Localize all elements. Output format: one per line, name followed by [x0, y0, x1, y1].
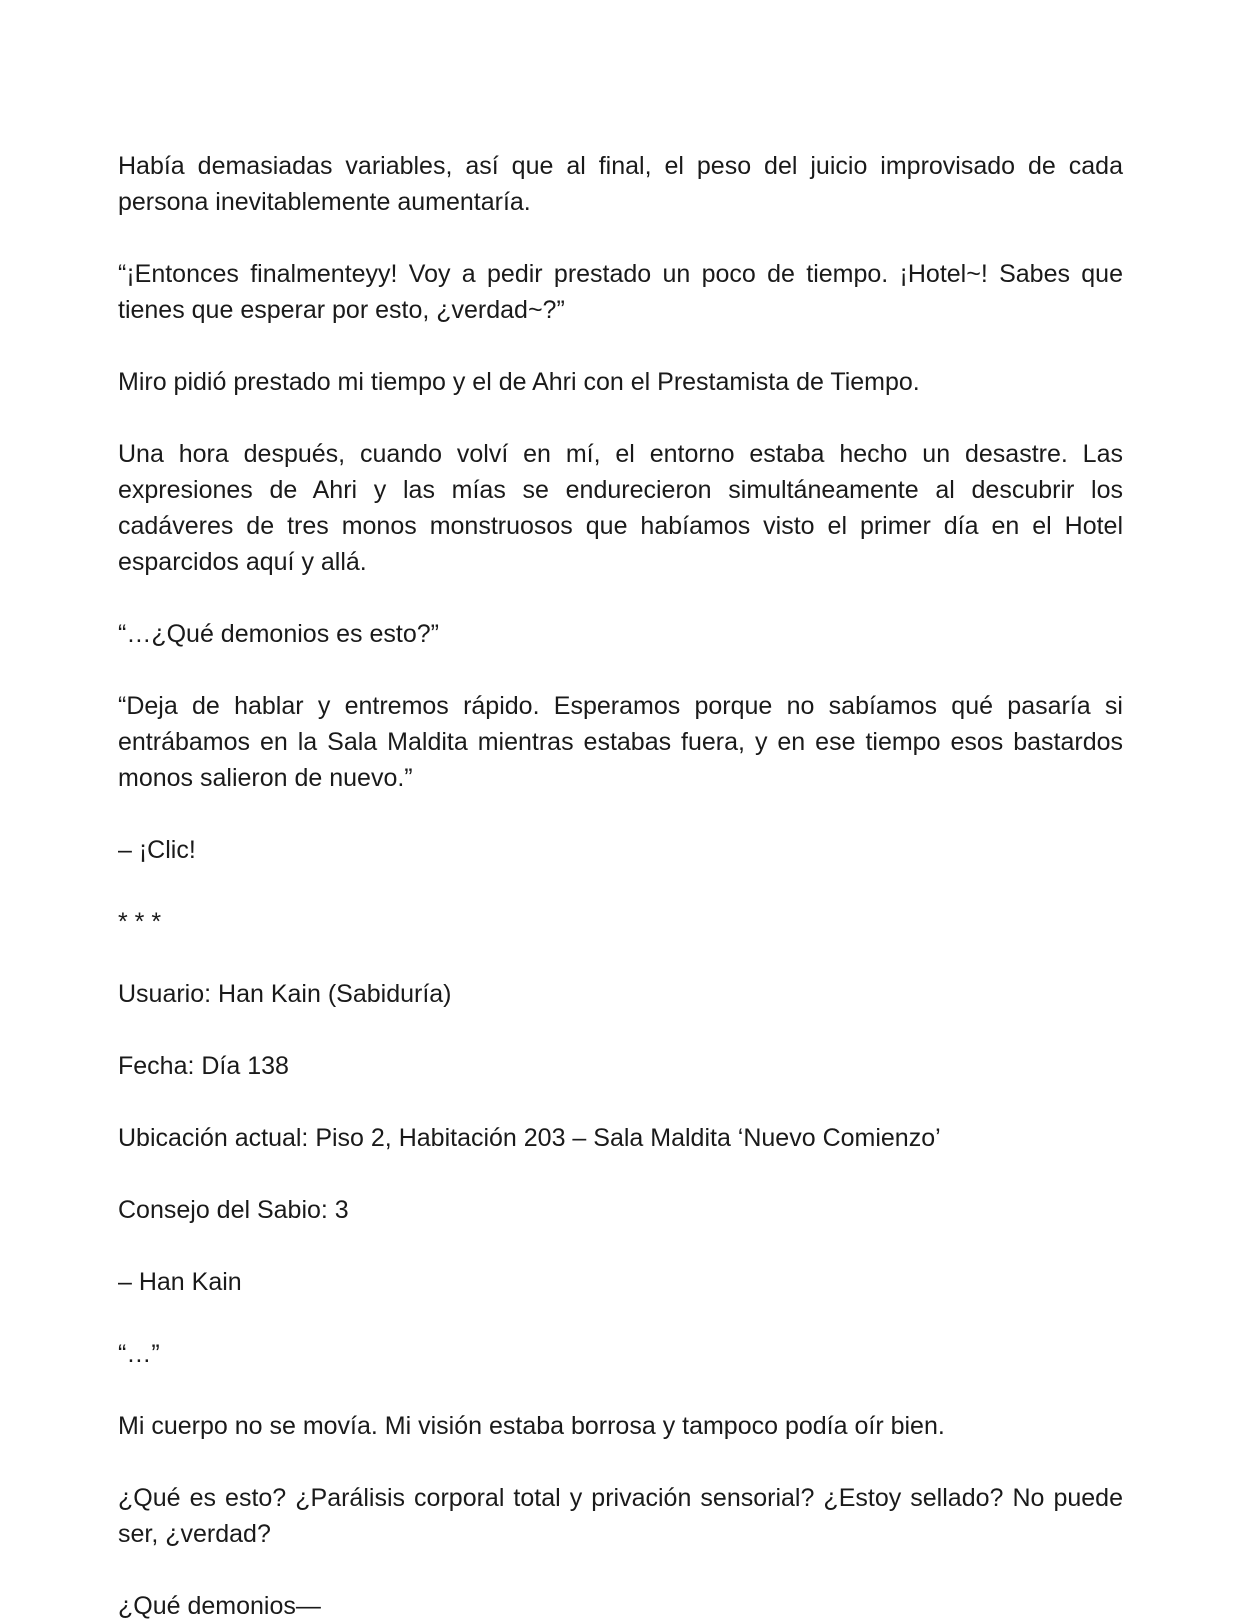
status-location: Ubicación actual: Piso 2, Habitación 203 – Sala Maldita ‘Nuevo Comienzo’	[118, 1124, 941, 1152]
paragraph-intro: Había demasiadas variables, así que al final, el peso del juicio improvisado de cada persona inevitablemente aumentaría.	[118, 152, 1123, 216]
paragraph-cutoff: ¿Qué demonios—	[118, 1592, 321, 1620]
status-signature: – Han Kain	[118, 1268, 242, 1296]
paragraph-dialogue-hotel: “¡Entonces finalmenteyy! Voy a pedir prestado un poco de tiempo. ¡Hotel~! Sabes que tienes que esperar por esto, ¿verdad~?”	[118, 260, 1123, 324]
paragraph-click: – ¡Clic!	[118, 836, 196, 864]
status-sage-advice: Consejo del Sabio: 3	[118, 1196, 349, 1224]
paragraph-dialogue-hurry: “Deja de hablar y entremos rápido. Esperamos porque no sabíamos qué pasaría si entrábamos en la Sala Maldita mientras estabas fuera, y en ese tiempo esos bastardos monos salieron de nuevo.”	[118, 692, 1123, 792]
scene-break: * * *	[118, 908, 162, 936]
document-page	[118, 148, 1123, 1624]
paragraph-dialogue-what: “…¿Qué demonios es esto?”	[118, 620, 439, 648]
paragraph-one-hour-later: Una hora después, cuando volví en mí, el entorno estaba hecho un desastre. Las expresiones de Ahri y las mías se endurecieron simultáneamente al descubrir los cadáveres de tres monos monstruosos que habíamos visto el primer día en el Hotel esparcidos aquí y allá.	[118, 440, 1123, 576]
paragraph-body-frozen: Mi cuerpo no se movía. Mi visión estaba borrosa y tampoco podía oír bien.	[118, 1412, 945, 1440]
paragraph-ellipsis: “…”	[118, 1340, 160, 1368]
paragraph-time-lender: Miro pidió prestado mi tiempo y el de Ahri con el Prestamista de Tiempo.	[118, 368, 920, 396]
status-user: Usuario: Han Kain (Sabiduría)	[118, 980, 452, 1008]
paragraph-questions: ¿Qué es esto? ¿Parálisis corporal total y privación sensorial? ¿Estoy sellado? No puede ser, ¿verdad?	[118, 1484, 1123, 1548]
status-date: Fecha: Día 138	[118, 1052, 289, 1080]
